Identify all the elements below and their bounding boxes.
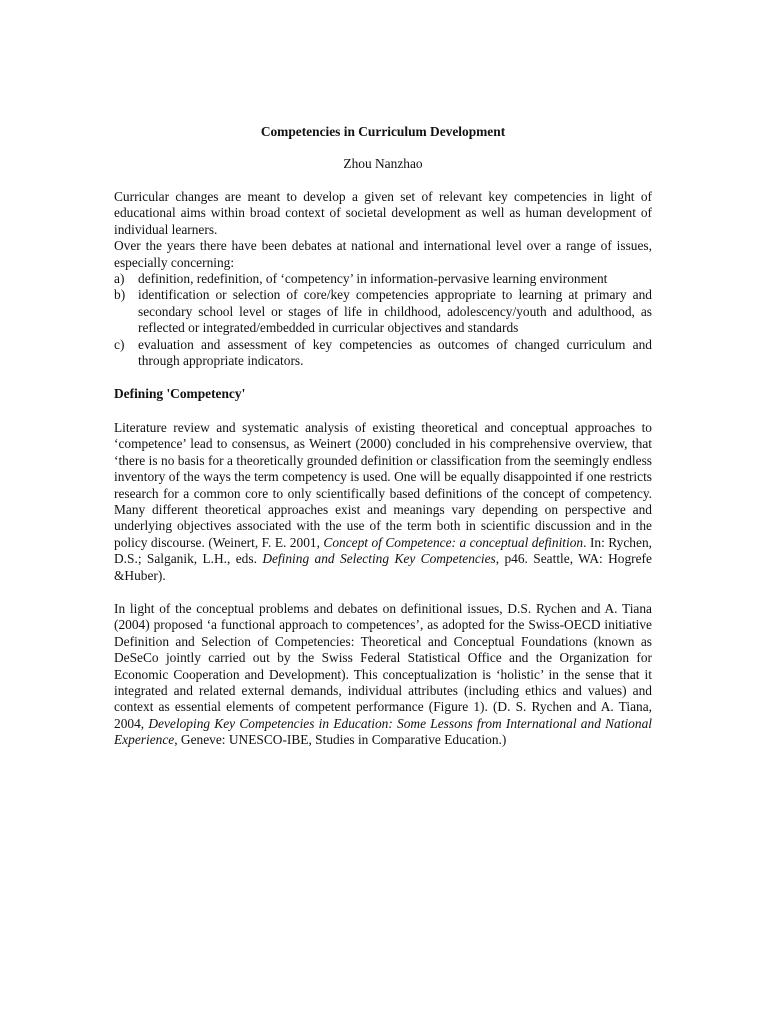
list-marker: a) (114, 271, 125, 287)
list-item-text: definition, redefinition, of ‘competency’ in information-pervasive learning environment (138, 271, 608, 287)
rychen-text: In light of the conceptual problems and debates on definitional issues, D.S. Rychen and A. Tiana (2004) proposed ‘a functional approach to competences’, as adopted for the Swiss-OECD initiative Definition and Selection of Competencies: Theoretical and Conceptual Foundations (known as DeSeCo jointly carried out by the Swiss Federal Statistical Office and the Organization for Economic Cooperation and Development). This conceptualization is ‘holistic’ in the sense that it integrated and related external demands, individual attributes (including ethics and values) and context as essential elements of competent performance (Figure 1). (114, 600, 652, 715)
rychen-paragraph (114, 601, 652, 749)
intro-paragraph: Curricular changes are meant to develop a given set of relevant key competencies in light of educational aims within broad context of societal development as well as human development of individual learners. (114, 189, 652, 237)
document-author: Zhou Nanzhao (343, 156, 423, 171)
weinert-citation-title: Concept of Competence: a conceptual definition (323, 534, 584, 550)
list-item (114, 287, 652, 336)
document-page (114, 124, 652, 749)
list-item-text: evaluation and assessment of key competencies as outcomes of changed curriculum and through appropriate indicators. (138, 336, 652, 369)
list-item-text: identification or selection of core/key competencies appropriate to learning at primary and secondary school level or stages of life in childhood, adolescency/youth and adulthood, as reflected or integrated/embedded in curricular objectives and standards (138, 287, 652, 336)
weinert-citation-start: (Weinert, F. E. 2001, (208, 534, 324, 550)
document-title: Competencies in Curriculum Development (260, 124, 506, 139)
literature-text: Literature review and systematic analysis of existing theoretical and conceptual approaches to ‘competence’ lead to consensus, as Weinert (2000) concluded in his comprehensive overview, that ‘there is no basis for a theoretically grounded definition or classification from the seemingly endless inventory of the ways the term competency is used. One will be equally disappointed if one restricts research for a common core to only scientifically based definitions of the concept of competency. Many different theoretical approaches exist and meanings vary depending on perspective and underlying objectives associated with the use of the term both in scientific discussion and in the policy discourse. (114, 419, 652, 550)
section-heading: Defining 'Competency' (114, 386, 246, 402)
literature-paragraph (114, 420, 652, 584)
weinert-citation-mid: . In: Rychen, D.S.; Salganik, L.H., eds. (114, 534, 652, 567)
rychen-citation-start: (D. S. Rychen and A. Tiana, 2004, (114, 699, 652, 731)
list-marker: b) (114, 287, 126, 303)
issues-list (114, 271, 652, 369)
rychen-citation-title: Developing Key Competencies in Education: Some Lessons from International and National Experience (114, 715, 652, 748)
debates-paragraph: Over the years there have been debates at national and international level over a range of issues, especially concerning: (114, 238, 652, 270)
deseco-book-title: Defining and Selecting Key Competencies (262, 551, 496, 567)
weinert-citation-end: , p46. Seattle, WA: Hogrefe &Huber). (114, 551, 652, 583)
list-item (114, 271, 652, 287)
list-item (114, 337, 652, 370)
list-marker: c) (114, 336, 125, 352)
rychen-citation-end: , Geneve: UNESCO-IBE, Studies in Comparative Education.) (174, 732, 507, 748)
